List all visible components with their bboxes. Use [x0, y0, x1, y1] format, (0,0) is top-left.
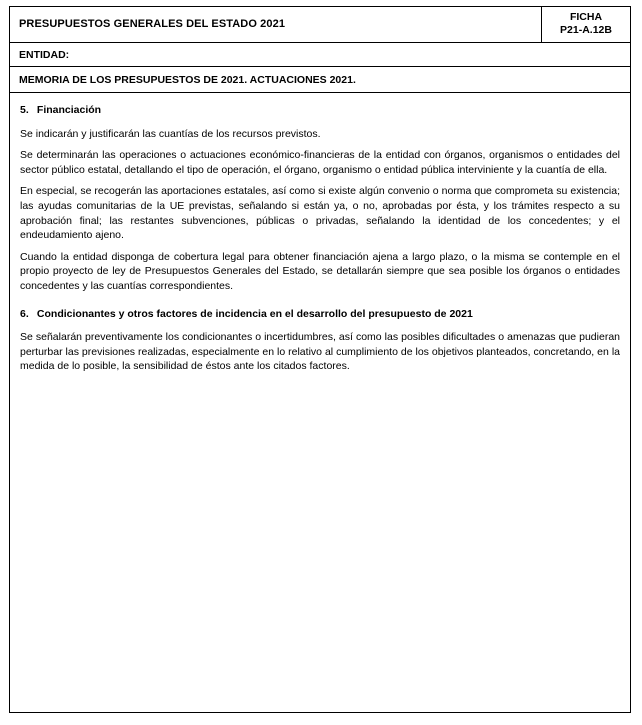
- section-heading: Financiación: [36, 104, 102, 116]
- section-financiacion: [20, 103, 620, 294]
- section-heading: Condicionantes y otros factores de incidencia en el desarrollo del presupuesto de 2021: [36, 307, 473, 320]
- paragraph: En especial, se recogerán las aportaciones estatales, así como si existe algún convenio o norma que comprometa su existencia; las ayudas comunitarias de la UE previstas, señalando si están ya, o no, aprobadas por ésta, y los trámites respecto a su aprobación final; las restantes subvenciones, públicas o privadas, señalando la identidad de los concedentes; y el endeudamiento ajeno.: [20, 185, 620, 242]
- document-title: PRESUPUESTOS GENERALES DEL ESTADO 2021: [19, 18, 286, 30]
- paragraph: Se señalarán preventivamente los condicionantes o incertidumbres, así como las posibles dificultades o amenazas que pudieran perturbar las previsiones realizadas, especialmente en lo relativo al cumplimiento de los objetivos planteados, concretando, en la medida de lo posible, la sensibilidad de éstos ante los citados factores.: [20, 331, 620, 373]
- paragraph: Se indicarán y justificarán las cuantías de los recursos previstos.: [20, 127, 321, 140]
- section-number: 5.: [20, 104, 29, 116]
- header-row: [10, 7, 630, 43]
- ficha-box: [541, 7, 630, 42]
- entidad-row: [10, 43, 630, 67]
- paragraph: Se determinarán las operaciones o actuaciones económico-financieras de la entidad con órganos, organismos o entidades del sector público estatal, detallando el tipo de operación, el órgano, organismo o entidad pública interviniente y la cuantía de ella.: [20, 149, 620, 176]
- section-title: [20, 103, 620, 118]
- memoria-row: [10, 67, 630, 93]
- paragraph: Cuando la entidad disponga de cobertura legal para obtener financiación ajena a largo plazo, o la misma se contemple en el propio proyecto de ley de Presupuestos Generales del Estado, se detallarán siempre que sea posible los órganos o entidades concedentes y las cuantías correspondientes.: [20, 250, 620, 292]
- ficha-label: FICHA: [569, 11, 603, 23]
- content-body: [20, 103, 620, 381]
- section-condicionantes: [20, 307, 620, 374]
- entidad-label: ENTIDAD:: [19, 49, 70, 61]
- section-number: 6.: [20, 307, 29, 320]
- memoria-title: MEMORIA DE LOS PRESUPUESTOS DE 2021. ACTUACIONES 2021.: [19, 74, 356, 86]
- section-title: [20, 307, 620, 322]
- form-frame: [9, 6, 631, 713]
- ficha-code: P21-A.12B: [560, 24, 612, 36]
